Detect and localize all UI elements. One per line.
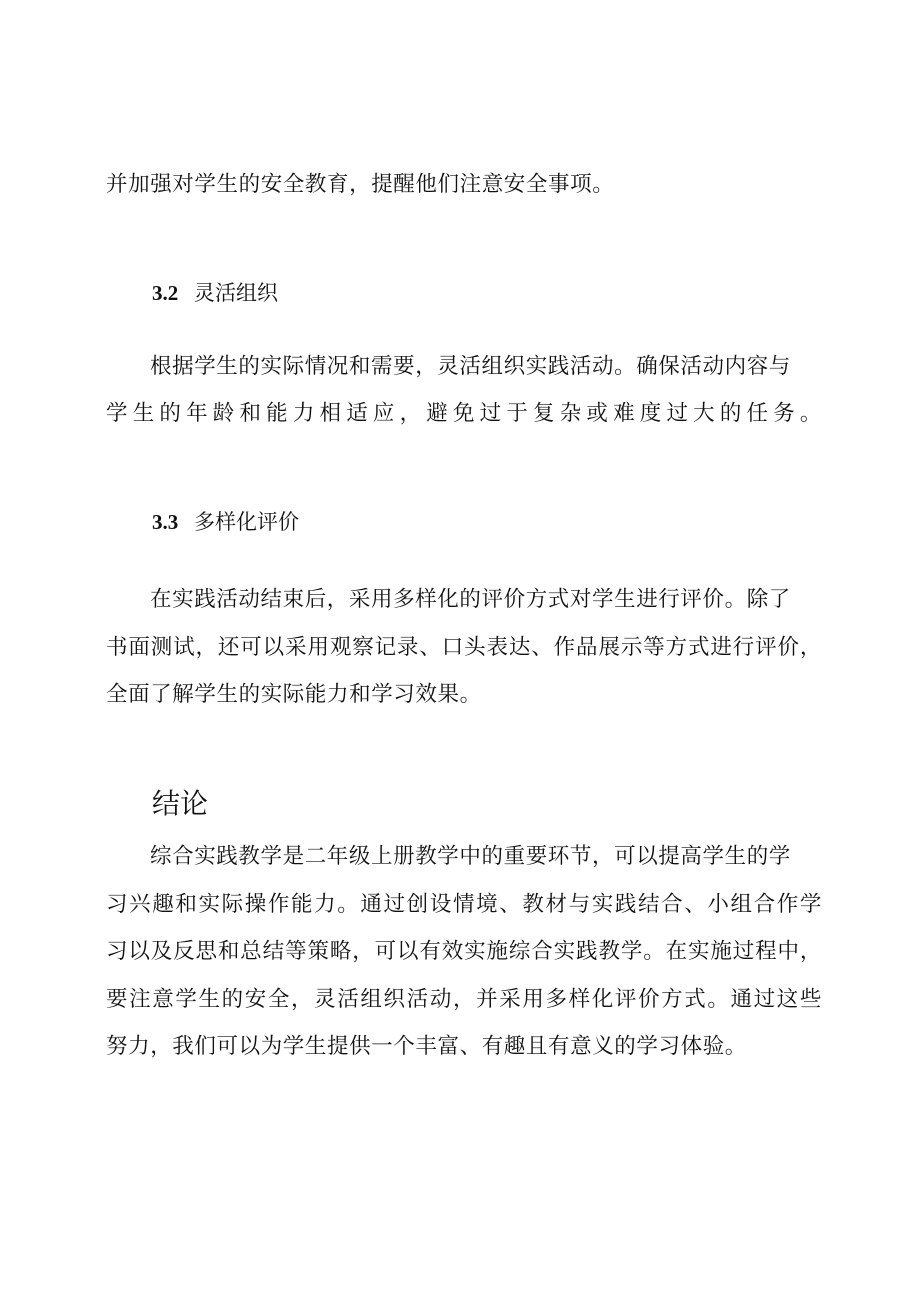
- section-number: 3.2: [152, 281, 179, 305]
- paragraph-line: 在实践活动结束后，采用多样化的评价方式对学生进行评价。除了: [150, 587, 791, 612]
- section-heading-3-3: [152, 507, 299, 537]
- paragraph-line: 书面测试，还可以采用观察记录、口头表达、作品展示等方式进行评价，: [106, 635, 822, 660]
- conclusion-heading: 结论: [152, 787, 209, 820]
- paragraph-line: 习兴趣和实际操作能力。通过创设情境、教材与实践结合、小组合作学: [106, 892, 822, 917]
- paragraph-line: 努力，我们可以为学生提供一个丰富、有趣且有意义的学习体验。: [106, 1034, 747, 1059]
- paragraph-line: 综合实践教学是二年级上册教学中的重要环节，可以提高学生的学: [150, 844, 791, 869]
- section-number: 3.3: [152, 510, 179, 534]
- section-title: 灵活组织: [194, 281, 278, 305]
- paragraph-line: 全面了解学生的实际能力和学习效果。: [106, 682, 482, 707]
- paragraph-line: 学生的年龄和能力相适应，避免过于复杂或难度过大的任务。: [106, 401, 822, 426]
- paragraph-line: 要注意学生的安全，灵活组织活动，并采用多样化评价方式。通过这些: [106, 987, 822, 1012]
- paragraph-line: 习以及反思和总结等策略，可以有效实施综合实践教学。在实施过程中，: [106, 939, 822, 964]
- section-heading-3-2: [152, 278, 278, 308]
- paragraph-line: 根据学生的实际情况和需要，灵活组织实践活动。确保活动内容与: [150, 354, 791, 379]
- paragraph-line: 并加强对学生的安全教育，提醒他们注意安全事项。: [106, 172, 615, 197]
- section-title: 多样化评价: [194, 510, 299, 534]
